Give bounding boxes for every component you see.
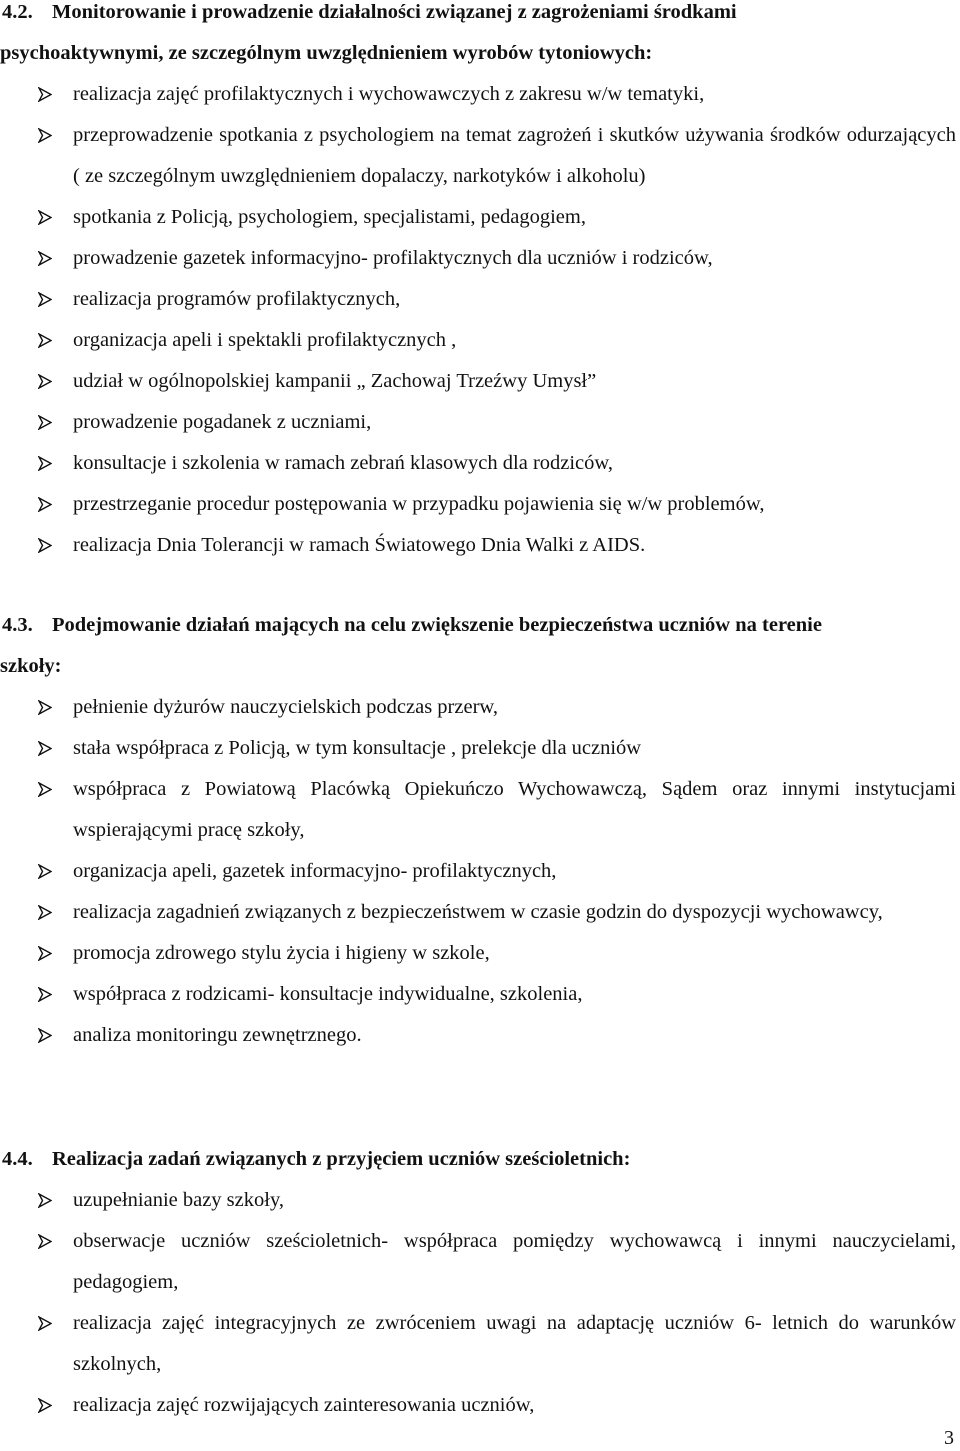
list-item (0, 1180, 960, 1221)
list-item (0, 851, 960, 892)
arrow-bullet-icon (38, 782, 52, 797)
list-item (0, 402, 960, 443)
arrow-bullet-icon (38, 251, 52, 266)
arrow-bullet-icon (38, 128, 52, 143)
arrow-bullet-icon (38, 700, 52, 715)
list-item-text: realizacja zagadnień związanych z bezpieczeństwem w czasie godzin do dyspozycji wychowawcy, (73, 901, 883, 923)
list-item-text: konsultacje i szkolenia w ramach zebrań klasowych dla rodziców, (73, 452, 614, 474)
arrow-bullet-icon (38, 987, 52, 1002)
bullet-list (0, 74, 960, 566)
list-item-text: realizacja zajęć rozwijających zainteresowania uczniów, (73, 1394, 535, 1416)
list-item-text: realizacja Dnia Tolerancji w ramach Światowego Dnia Walki z AIDS. (73, 534, 646, 556)
list-item (0, 728, 960, 769)
page-number: 3 (944, 1427, 954, 1449)
list-item (0, 769, 960, 851)
section-number: 4.2. (2, 1, 33, 23)
list-item-text: prowadzenie pogadanek z uczniami, (73, 411, 372, 433)
list-item-text: pełnienie dyżurów nauczycielskich podczas przerw, (73, 696, 498, 718)
list-item-text: uzupełnianie bazy szkoły, (73, 1189, 284, 1211)
list-item-text: stała współpraca z Policją, w tym konsultacje , prelekcje dla uczniów (73, 737, 642, 759)
arrow-bullet-icon (38, 864, 52, 879)
arrow-bullet-icon (38, 456, 52, 471)
list-item-text: realizacja zajęć integracyjnych ze zwróceniem uwagi na adaptację uczniów 6- letnich do warunków szkolnych, (73, 1312, 956, 1375)
list-item-text: prowadzenie gazetek informacyjno- profilaktycznych dla uczniów i rodziców, (73, 247, 713, 269)
list-item-text: współpraca z rodzicami- konsultacje indywidualne, szkolenia, (73, 983, 583, 1005)
section-number: 4.4. (2, 1148, 33, 1170)
list-item (0, 74, 960, 115)
arrow-bullet-icon (38, 905, 52, 920)
list-item (0, 238, 960, 279)
list-item (0, 1385, 960, 1426)
section-number: 4.3. (2, 614, 33, 636)
arrow-bullet-icon (38, 946, 52, 961)
list-item-text: obserwacje uczniów sześcioletnich- współpraca pomiędzy wychowawcą i innymi nauczycielami, pedagogiem, (73, 1230, 956, 1293)
list-item (0, 687, 960, 728)
bullet-list (0, 687, 960, 1056)
section-4-2 (0, 0, 960, 566)
arrow-bullet-icon (38, 333, 52, 348)
arrow-bullet-icon (38, 1398, 52, 1413)
list-item-text: organizacja apeli, gazetek informacyjno- profilaktycznych, (73, 860, 557, 882)
list-item-text: realizacja programów profilaktycznych, (73, 288, 401, 310)
list-item (0, 1221, 960, 1303)
section-heading (0, 605, 960, 646)
list-item-text: analiza monitoringu zewnętrznego. (73, 1024, 362, 1046)
arrow-bullet-icon (38, 1193, 52, 1208)
list-item (0, 1303, 960, 1385)
list-item (0, 484, 960, 525)
list-item-text: przeprowadzenie spotkania z psychologiem na temat zagrożeń i skutków używania środków odurzających ( ze szczególnym uwzględnieniem dopalaczy, narkotyków i alkoholu) (73, 124, 956, 187)
arrow-bullet-icon (38, 210, 52, 225)
arrow-bullet-icon (38, 497, 52, 512)
list-item-text: realizacja zajęć profilaktycznych i wychowawczych z zakresu w/w tematyki, (73, 83, 705, 105)
section-title-line-1: Podejmowanie działań mających na celu zwiększenie bezpieczeństwa uczniów na terenie (52, 614, 822, 636)
list-item (0, 933, 960, 974)
arrow-bullet-icon (38, 374, 52, 389)
section-4-4 (0, 1139, 960, 1426)
list-item-text: współpraca z Powiatową Placówką Opiekuńczo Wychowawczą, Sądem oraz innymi instytucjami wspierającymi pracę szkoły, (73, 778, 956, 841)
list-item (0, 974, 960, 1015)
list-item (0, 320, 960, 361)
section-title-line-2: psychoaktywnymi, ze szczególnym uwzględnieniem wyrobów tytoniowych: (0, 42, 653, 64)
list-item (0, 443, 960, 484)
section-heading (0, 0, 960, 33)
section-heading (0, 1139, 960, 1180)
list-item-text: promocja zdrowego stylu życia i higieny w szkole, (73, 942, 490, 964)
list-item-text: organizacja apeli i spektakli profilaktycznych , (73, 329, 457, 351)
list-item-text: przestrzeganie procedur postępowania w przypadku pojawienia się w/w problemów, (73, 493, 765, 515)
list-item (0, 197, 960, 238)
arrow-bullet-icon (38, 1028, 52, 1043)
list-item-text: spotkania z Policją, psychologiem, specjalistami, pedagogiem, (73, 206, 586, 228)
section-4-3 (0, 605, 960, 1056)
list-item (0, 1015, 960, 1056)
list-item (0, 892, 960, 933)
list-item (0, 279, 960, 320)
arrow-bullet-icon (38, 1316, 52, 1331)
arrow-bullet-icon (38, 741, 52, 756)
arrow-bullet-icon (38, 415, 52, 430)
list-item (0, 361, 960, 402)
bullet-list (0, 1180, 960, 1426)
list-item-text: udział w ogólnopolskiej kampanii „ Zachowaj Trzeźwy Umysł” (73, 370, 597, 392)
arrow-bullet-icon (38, 538, 52, 553)
arrow-bullet-icon (38, 292, 52, 307)
arrow-bullet-icon (38, 87, 52, 102)
list-item (0, 115, 960, 197)
arrow-bullet-icon (38, 1234, 52, 1249)
section-title-line-1: Realizacja zadań związanych z przyjęciem uczniów sześcioletnich: (52, 1148, 631, 1170)
section-title-line-1: Monitorowanie i prowadzenie działalności związanej z zagrożeniami środkami (52, 1, 737, 23)
list-item (0, 525, 960, 566)
section-title-line-2: szkoły: (0, 655, 62, 677)
